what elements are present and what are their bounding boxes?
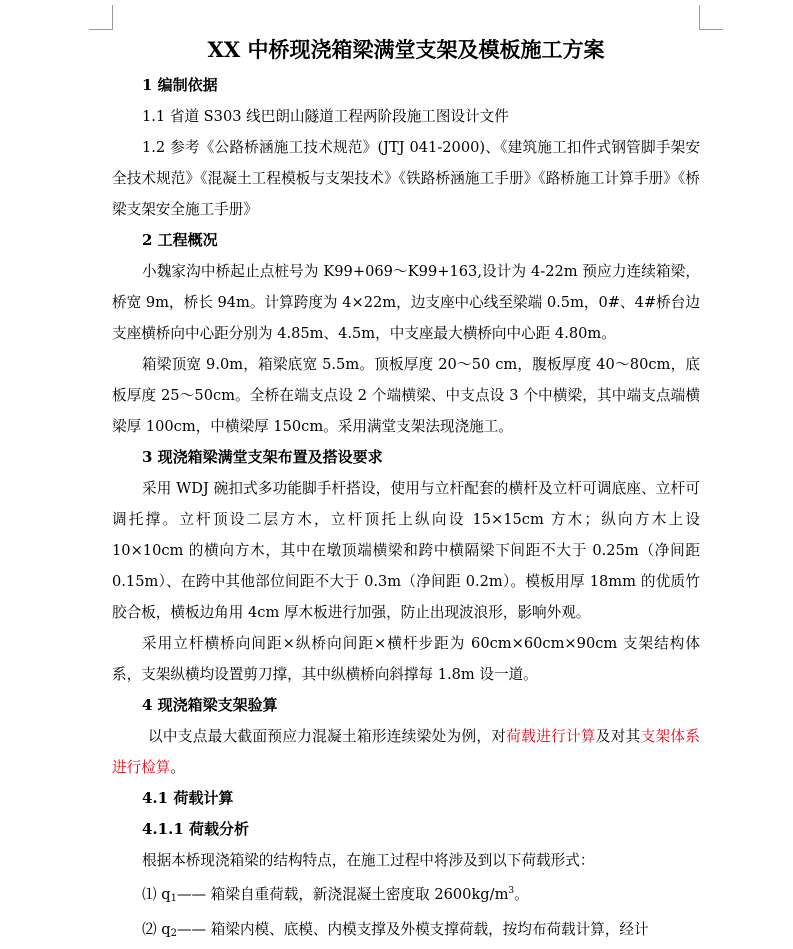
superscript: 3 <box>508 886 515 896</box>
paragraph: 根据本桥现浇箱梁的结构特点，在施工过程中将涉及到以下荷载形式： <box>142 852 595 869</box>
paragraph: 小魏家沟中桥起止点桩号为 K99+069～K99+163,设计为 4-22m 预应力连续箱梁，桥宽 9m，桥长 94m。计算跨度为 4×22m，边支座中心线至梁端 0.5m，0#、4#桥台边支座横桥向中心距分别为 4.85m、4.5m，中支座最大横桥向中心距 4.80m。 <box>112 263 700 342</box>
text-run: ⑴ q <box>142 886 171 903</box>
crop-mark-left-horizontal <box>89 29 113 30</box>
document-page <box>112 30 700 949</box>
subsubsection-heading: 4.1.1 荷载分析 <box>142 820 249 838</box>
list-item-q1 <box>112 876 700 914</box>
highlighted-text: 支架体系进行检算 <box>112 728 700 776</box>
section-heading: 2 工程概况 <box>142 231 218 249</box>
crop-mark-right-vertical <box>699 5 700 29</box>
section-heading: 4 现浇箱梁支架验算 <box>142 696 278 714</box>
text-run: —— 箱梁自重荷载，新浇混凝土密度取 2600kg/m <box>176 886 509 903</box>
text-run: 及对其 <box>595 728 641 745</box>
subsection-heading: 4.1 荷载计算 <box>142 789 234 807</box>
document-title: XX 中桥现浇箱梁满堂支架及模板施工方案 <box>207 37 605 62</box>
subscript: 1 <box>170 893 177 904</box>
text-run: 以中支点最大截面预应力混凝土箱形连续梁处为例，对 <box>148 728 507 745</box>
list-item-q2 <box>112 914 700 949</box>
paragraph: 1.1 省道 S303 线巴朗山隧道工程两阶段施工图设计文件 <box>142 108 509 125</box>
paragraph: 1.2 参考《公路桥涵施工技术规范》(JTJ 041-2000)、《建筑施工扣件式钢管脚手架安全技术规范》《混凝土工程模板与支架技术》《铁路桥涵施工手册》《路桥施工计算手册》《桥梁支架安全施工手册》 <box>112 139 700 218</box>
text-run: ⑵ q <box>142 921 171 938</box>
text-run: —— 箱梁内模、底模、内模支撑及外模支撑荷载，按均布荷载计算，经计 <box>176 921 649 938</box>
text-run: 。 <box>170 759 185 776</box>
text-run: 。 <box>514 886 529 903</box>
section-heading: 1 编制依据 <box>142 76 218 94</box>
crop-mark-right-horizontal <box>699 29 723 30</box>
subscript: 2 <box>170 928 177 939</box>
paragraph: 采用 WDJ 碗扣式多功能脚手杆搭设，使用与立杆配套的横杆及立杆可调底座、立杆可调托撑。立杆顶设二层方木，立杆顶托上纵向设 15×15cm 方木；纵向方木上设 10×10cm 的横向方木，其中在墩顶端横梁和跨中横隔梁下间距不大于 0.25m（净间距 0.15m）、在跨中其他部位间距不大于 0.3m（净间距 0.2m）。模板用厚 18mm 的优质竹胶合板，横板边角用 4cm 厚木板进行加强，防止出现波浪形，影响外观。 <box>112 480 700 621</box>
section-heading: 3 现浇箱梁满堂支架布置及搭设要求 <box>142 448 383 466</box>
paragraph-with-highlights <box>112 721 700 783</box>
paragraph: 箱梁顶宽 9.0m，箱梁底宽 5.5m。顶板厚度 20～50 cm，腹板厚度 40～80cm，底板厚度 25～50cm。全桥在端支点设 2 个端横梁、中支点设 3 个中横梁，其中端支点端横梁厚 100cm，中横梁厚 150cm。采用满堂支架法现浇施工。 <box>112 356 700 435</box>
crop-mark-left-vertical <box>112 5 113 29</box>
paragraph: 采用立杆横桥向间距×纵桥向间距×横杆步距为 60cm×60cm×90cm 支架结构体系，支架纵横均设置剪刀撑，其中纵横桥向斜撑每 1.8m 设一道。 <box>112 635 700 683</box>
highlighted-text: 荷载进行计算 <box>506 728 596 745</box>
